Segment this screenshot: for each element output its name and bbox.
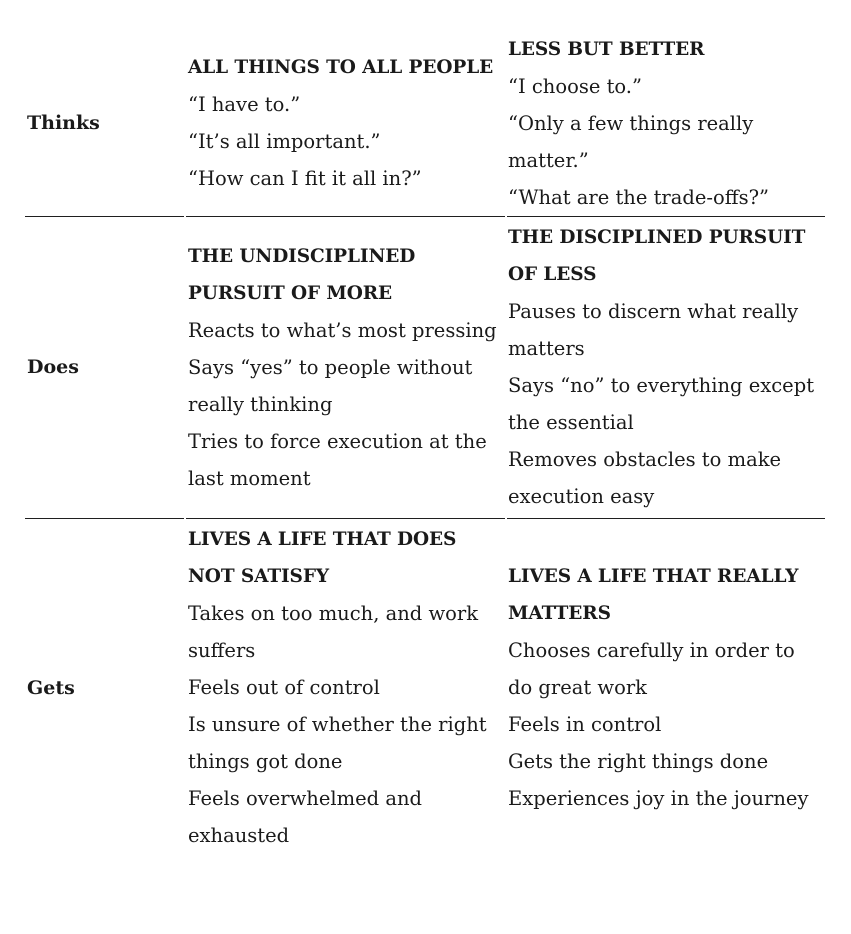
cell-heading: ALL THINGS TO ALL PEOPLE bbox=[188, 57, 494, 78]
cell-line: “How can I fit it all in?” bbox=[188, 167, 422, 190]
cell-heading: NOT SATISFY bbox=[188, 566, 329, 587]
row-label: Does bbox=[27, 356, 79, 378]
cell-line: the essential bbox=[508, 411, 634, 434]
cell-line: “What are the trade-offs?” bbox=[508, 185, 770, 209]
cell-line: suffers bbox=[188, 639, 256, 662]
cell-line: Gets the right things done bbox=[508, 750, 769, 773]
comparison-table bbox=[25, 30, 825, 857]
cell-line: “It’s all important.” bbox=[188, 130, 381, 153]
cell-line: matters bbox=[508, 337, 585, 360]
cell-line: exhausted bbox=[188, 824, 290, 847]
essentialist-cell bbox=[506, 558, 825, 817]
cell-line: last moment bbox=[188, 466, 311, 490]
row-divider bbox=[507, 216, 825, 217]
nonessentialist-cell bbox=[186, 521, 506, 854]
cell-line: things got done bbox=[188, 750, 343, 773]
essentialist-cell bbox=[506, 219, 825, 515]
row-label: Gets bbox=[27, 676, 75, 699]
cell-line: “I have to.” bbox=[188, 93, 301, 116]
nonessentialist-cell bbox=[186, 49, 506, 197]
nonessentialist-cell bbox=[186, 238, 506, 497]
cell-line: execution easy bbox=[508, 485, 655, 508]
row-divider bbox=[25, 216, 184, 217]
cell-line: do great work bbox=[508, 676, 647, 699]
cell-heading: LIVES A LIFE THAT REALLY bbox=[508, 566, 799, 587]
row-divider bbox=[186, 518, 505, 519]
cell-heading: THE UNDISCIPLINED bbox=[188, 245, 416, 267]
cell-heading: LESS BUT BETTER bbox=[508, 38, 705, 60]
cell-line: Says “yes” to people without bbox=[188, 355, 473, 379]
cell-line: Tries to force execution at the bbox=[188, 429, 487, 453]
cell-line: Removes obstacles to make bbox=[508, 448, 782, 471]
cell-line: Chooses carefully in order to bbox=[508, 639, 795, 662]
cell-line: Pauses to discern what really bbox=[508, 300, 799, 323]
row-divider bbox=[186, 216, 505, 217]
cell-heading: THE DISCIPLINED PURSUIT bbox=[508, 227, 806, 248]
cell-line: Is unsure of whether the right bbox=[188, 713, 487, 736]
cell-heading: OF LESS bbox=[508, 264, 597, 285]
cell-heading: PURSUIT OF MORE bbox=[188, 282, 393, 304]
cell-line: “Only a few things really bbox=[508, 111, 754, 135]
row-divider bbox=[25, 518, 184, 519]
cell-heading: MATTERS bbox=[508, 603, 611, 624]
cell-line: really thinking bbox=[188, 392, 333, 416]
table-row-thinks bbox=[25, 30, 825, 216]
cell-line: Feels overwhelmed and bbox=[188, 787, 423, 810]
row-divider bbox=[507, 518, 825, 519]
cell-line: matter.” bbox=[508, 148, 589, 172]
cell-line: Takes on too much, and work bbox=[188, 602, 479, 625]
cell-line: Feels out of control bbox=[188, 676, 380, 699]
table-row-gets bbox=[25, 518, 825, 857]
cell-heading: LIVES A LIFE THAT DOES bbox=[188, 529, 457, 550]
cell-line: Feels in control bbox=[508, 713, 662, 736]
essentialist-cell bbox=[506, 31, 825, 216]
cell-line: Reacts to what’s most pressing bbox=[188, 318, 497, 342]
cell-line: Experiences joy in the journey bbox=[508, 787, 809, 810]
row-label: Thinks bbox=[27, 112, 100, 134]
table-row-does bbox=[25, 216, 825, 518]
cell-line: “I choose to.” bbox=[508, 74, 642, 98]
cell-line: Says “no” to everything except bbox=[508, 374, 815, 397]
